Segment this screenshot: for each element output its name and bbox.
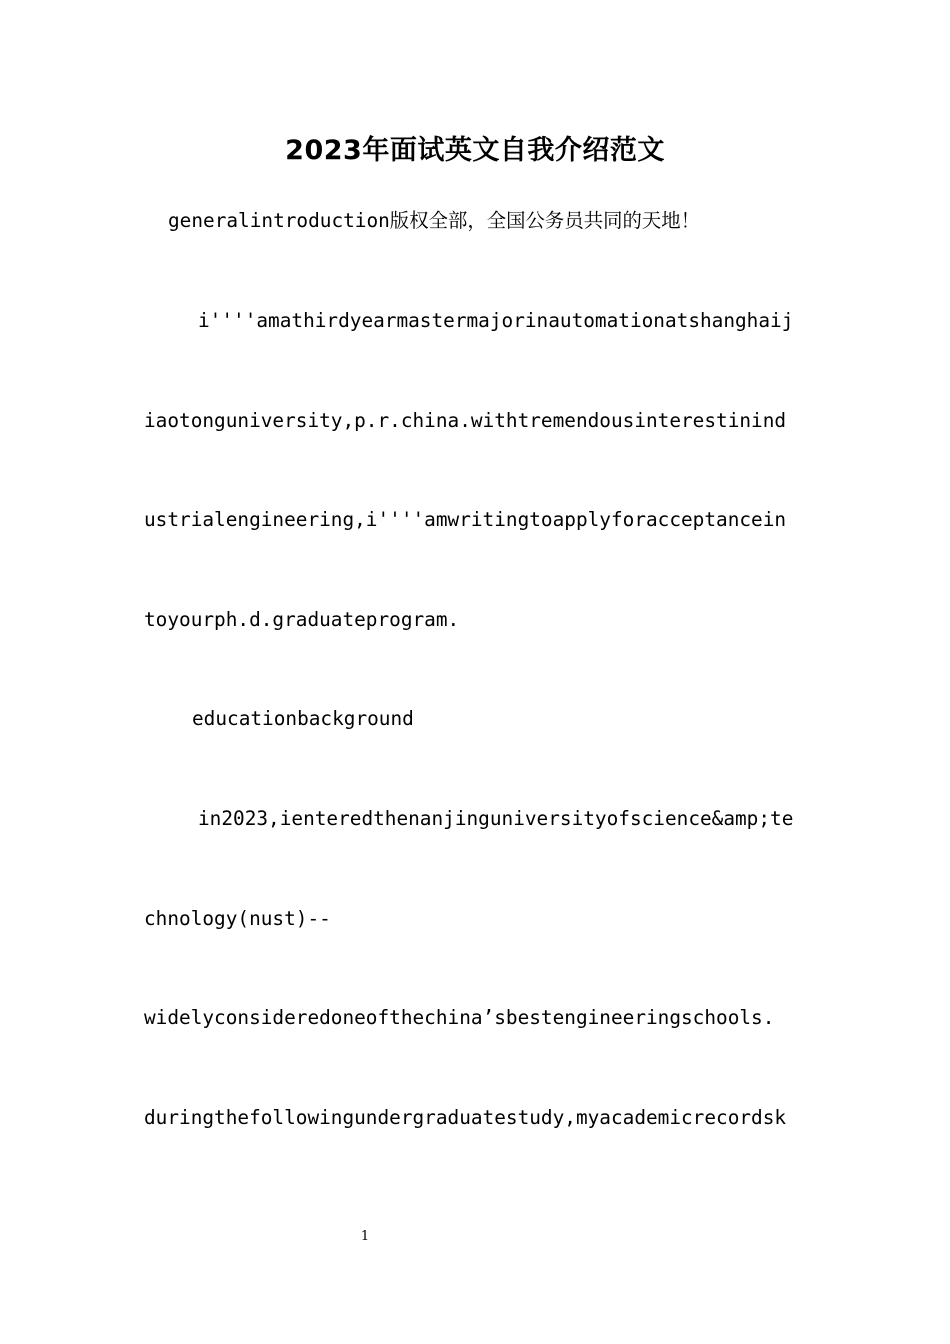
paragraph-line-7: in2023,ienteredthenanjinguniversityofscience&amp;te xyxy=(198,807,794,830)
paragraph-line-10: duringthefollowingundergraduatestudy,myacademicrecordsk xyxy=(144,1106,787,1129)
paragraph-line-8: chnology(nust)-- xyxy=(144,907,331,930)
paragraph-line-5: toyourph.d.graduateprogram. xyxy=(144,608,460,631)
document-title: 2023年面试英文自我介绍范文 xyxy=(285,135,665,166)
paragraph-line-9: widelyconsideredoneofthechina’sbestengineeringschools. xyxy=(144,1006,775,1029)
paragraph-line-3: iaotonguniversity,p.r.china.withtremendousinterestinind xyxy=(144,409,787,432)
paragraph-line-1: generalintroduction版权全部，全国公务员共同的天地！ xyxy=(168,209,701,232)
section-heading-education: educationbackground xyxy=(192,707,414,730)
paragraph-line-2: i''''amathirdyearmastermajorinautomationatshanghaij xyxy=(198,309,794,332)
paragraph-line-4: ustrialengineering,i''''amwritingtoapplyforacceptancein xyxy=(144,508,787,531)
page-number: 1 xyxy=(360,1229,370,1244)
